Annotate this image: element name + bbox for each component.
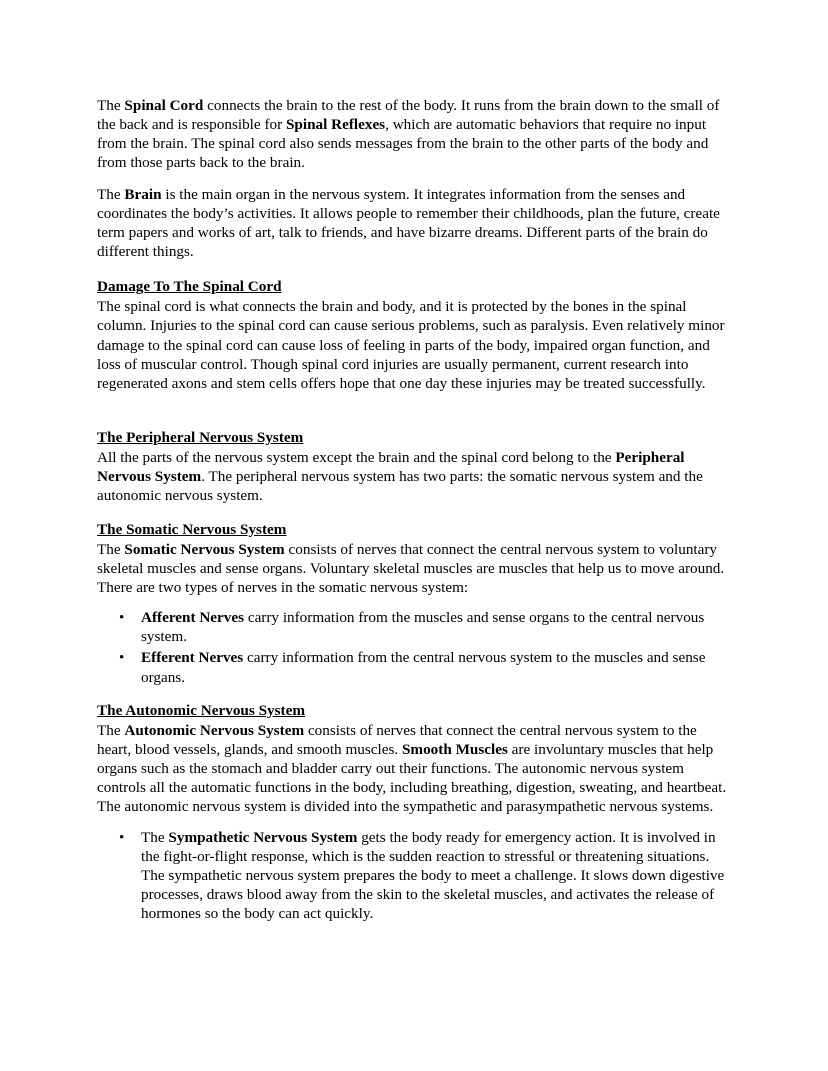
list-item <box>141 828 727 924</box>
text-run: The <box>97 721 125 739</box>
term-afferent-nerves: Afferent Nerves <box>141 609 245 627</box>
text-run: connects the brain to the rest of the body. It runs from the brain down to the small of the back and is responsible for <box>97 97 720 134</box>
section-spacer <box>97 405 727 414</box>
text-run: carry information from the central nervous system to the muscles and sense organs. <box>141 649 706 686</box>
term-spinal-reflexes: Spinal Reflexes <box>285 116 386 134</box>
text-run: gets the body ready for emergency action. It is involved in the fight-or-flight response, which is the sudden reaction to stressful or threatening situations. The sympathetic nervous system prepares the body to meet a challenge. It slows down digestive processes, draws blood away from the skin to the skeletal muscles, and activates the release of hormones so the body can act quickly. <box>141 828 725 923</box>
term-efferent-nerves: Efferent Nerves <box>141 649 244 667</box>
term-sympathetic-nervous-system: Sympathetic Nervous System <box>168 828 358 846</box>
paragraph-autonomic-body <box>97 721 727 817</box>
somatic-nerve-list <box>97 608 727 687</box>
term-somatic-nervous-system: Somatic Nervous System <box>124 540 285 558</box>
text-run: The <box>97 185 125 203</box>
paragraph-somatic-body <box>97 540 727 597</box>
paragraph-damage-body: The spinal cord is what connects the brain and body, and it is protected by the bones in the spinal column. Injuries to the spinal cord can cause serious problems, such as paralysis. Even relatively minor damage to the spinal cord can cause loss of feeling in parts of the body, impaired organ function, and loss of muscular control. Though spinal cord injuries are usually permanent, current research into regenerated axons and stem cells offers hope that one day these injuries may be treated successfully. <box>97 298 725 392</box>
document-body <box>97 96 727 923</box>
paragraph-brain <box>97 185 727 262</box>
term-autonomic-nervous-system: Autonomic Nervous System <box>124 721 305 739</box>
paragraph-peripheral-body <box>97 448 727 505</box>
text-run: consists of nerves that connect the central nervous system to the heart, blood vessels, glands, and smooth muscles. <box>97 721 697 758</box>
term-smooth-muscles: Smooth Muscles <box>401 740 508 758</box>
text-run: The <box>141 828 169 846</box>
text-run: is the main organ in the nervous system. It integrates information from the senses and coordinates the body’s activities. It allows people to remember their childhoods, plan the future, create term papers and works of art, talk to friends, and have bizarre dreams. Different parts of the brain do different things. <box>97 185 720 260</box>
text-run: The <box>97 540 125 558</box>
heading-autonomic-nervous-system: The Autonomic Nervous System <box>97 701 305 719</box>
heading-damage-to-the-spinal-cord: Damage To The Spinal Cord <box>97 278 282 296</box>
text-run: All the parts of the nervous system except the brain and the spinal cord belong to the <box>97 449 616 467</box>
term-brain: Brain <box>124 185 162 203</box>
text-run: are involuntary muscles that help organs such as the stomach and bladder carry out their functions. The autonomic nervous system controls all the automatic functions in the body, including breathing, digestion, sweating, and heartbeat. The autonomic nervous system is divided into the sympathetic and parasympathetic nervous systems. <box>97 740 727 816</box>
list-item <box>141 648 727 686</box>
term-spinal-cord: Spinal Cord <box>124 97 204 114</box>
text-run: consists of nerves that connect the central nervous system to voluntary skeletal muscles and sense organs. Voluntary skeletal muscles are muscles that help us to move around. There are two types of nerves in the somatic nervous system: <box>97 540 725 596</box>
text-run: The <box>97 97 125 114</box>
text-run: carry information from the muscles and sense organs to the central nervous system. <box>141 609 705 646</box>
text-run: , which are automatic behaviors that require no input from the brain. The spinal cord also sends messages from the brain to the other parts of the body and from those parts back to the brain. <box>97 116 709 172</box>
term-peripheral-nervous-system: Peripheral Nervous System <box>97 449 685 486</box>
list-item <box>141 608 727 646</box>
text-run: . The peripheral nervous system has two parts: the somatic nervous system and the autonomic nervous system. <box>97 468 703 505</box>
heading-somatic-nervous-system: The Somatic Nervous System <box>97 520 287 538</box>
autonomic-list <box>97 828 727 924</box>
paragraph-spinal-cord <box>97 96 727 173</box>
heading-peripheral-nervous-system: The Peripheral Nervous System <box>97 428 304 446</box>
